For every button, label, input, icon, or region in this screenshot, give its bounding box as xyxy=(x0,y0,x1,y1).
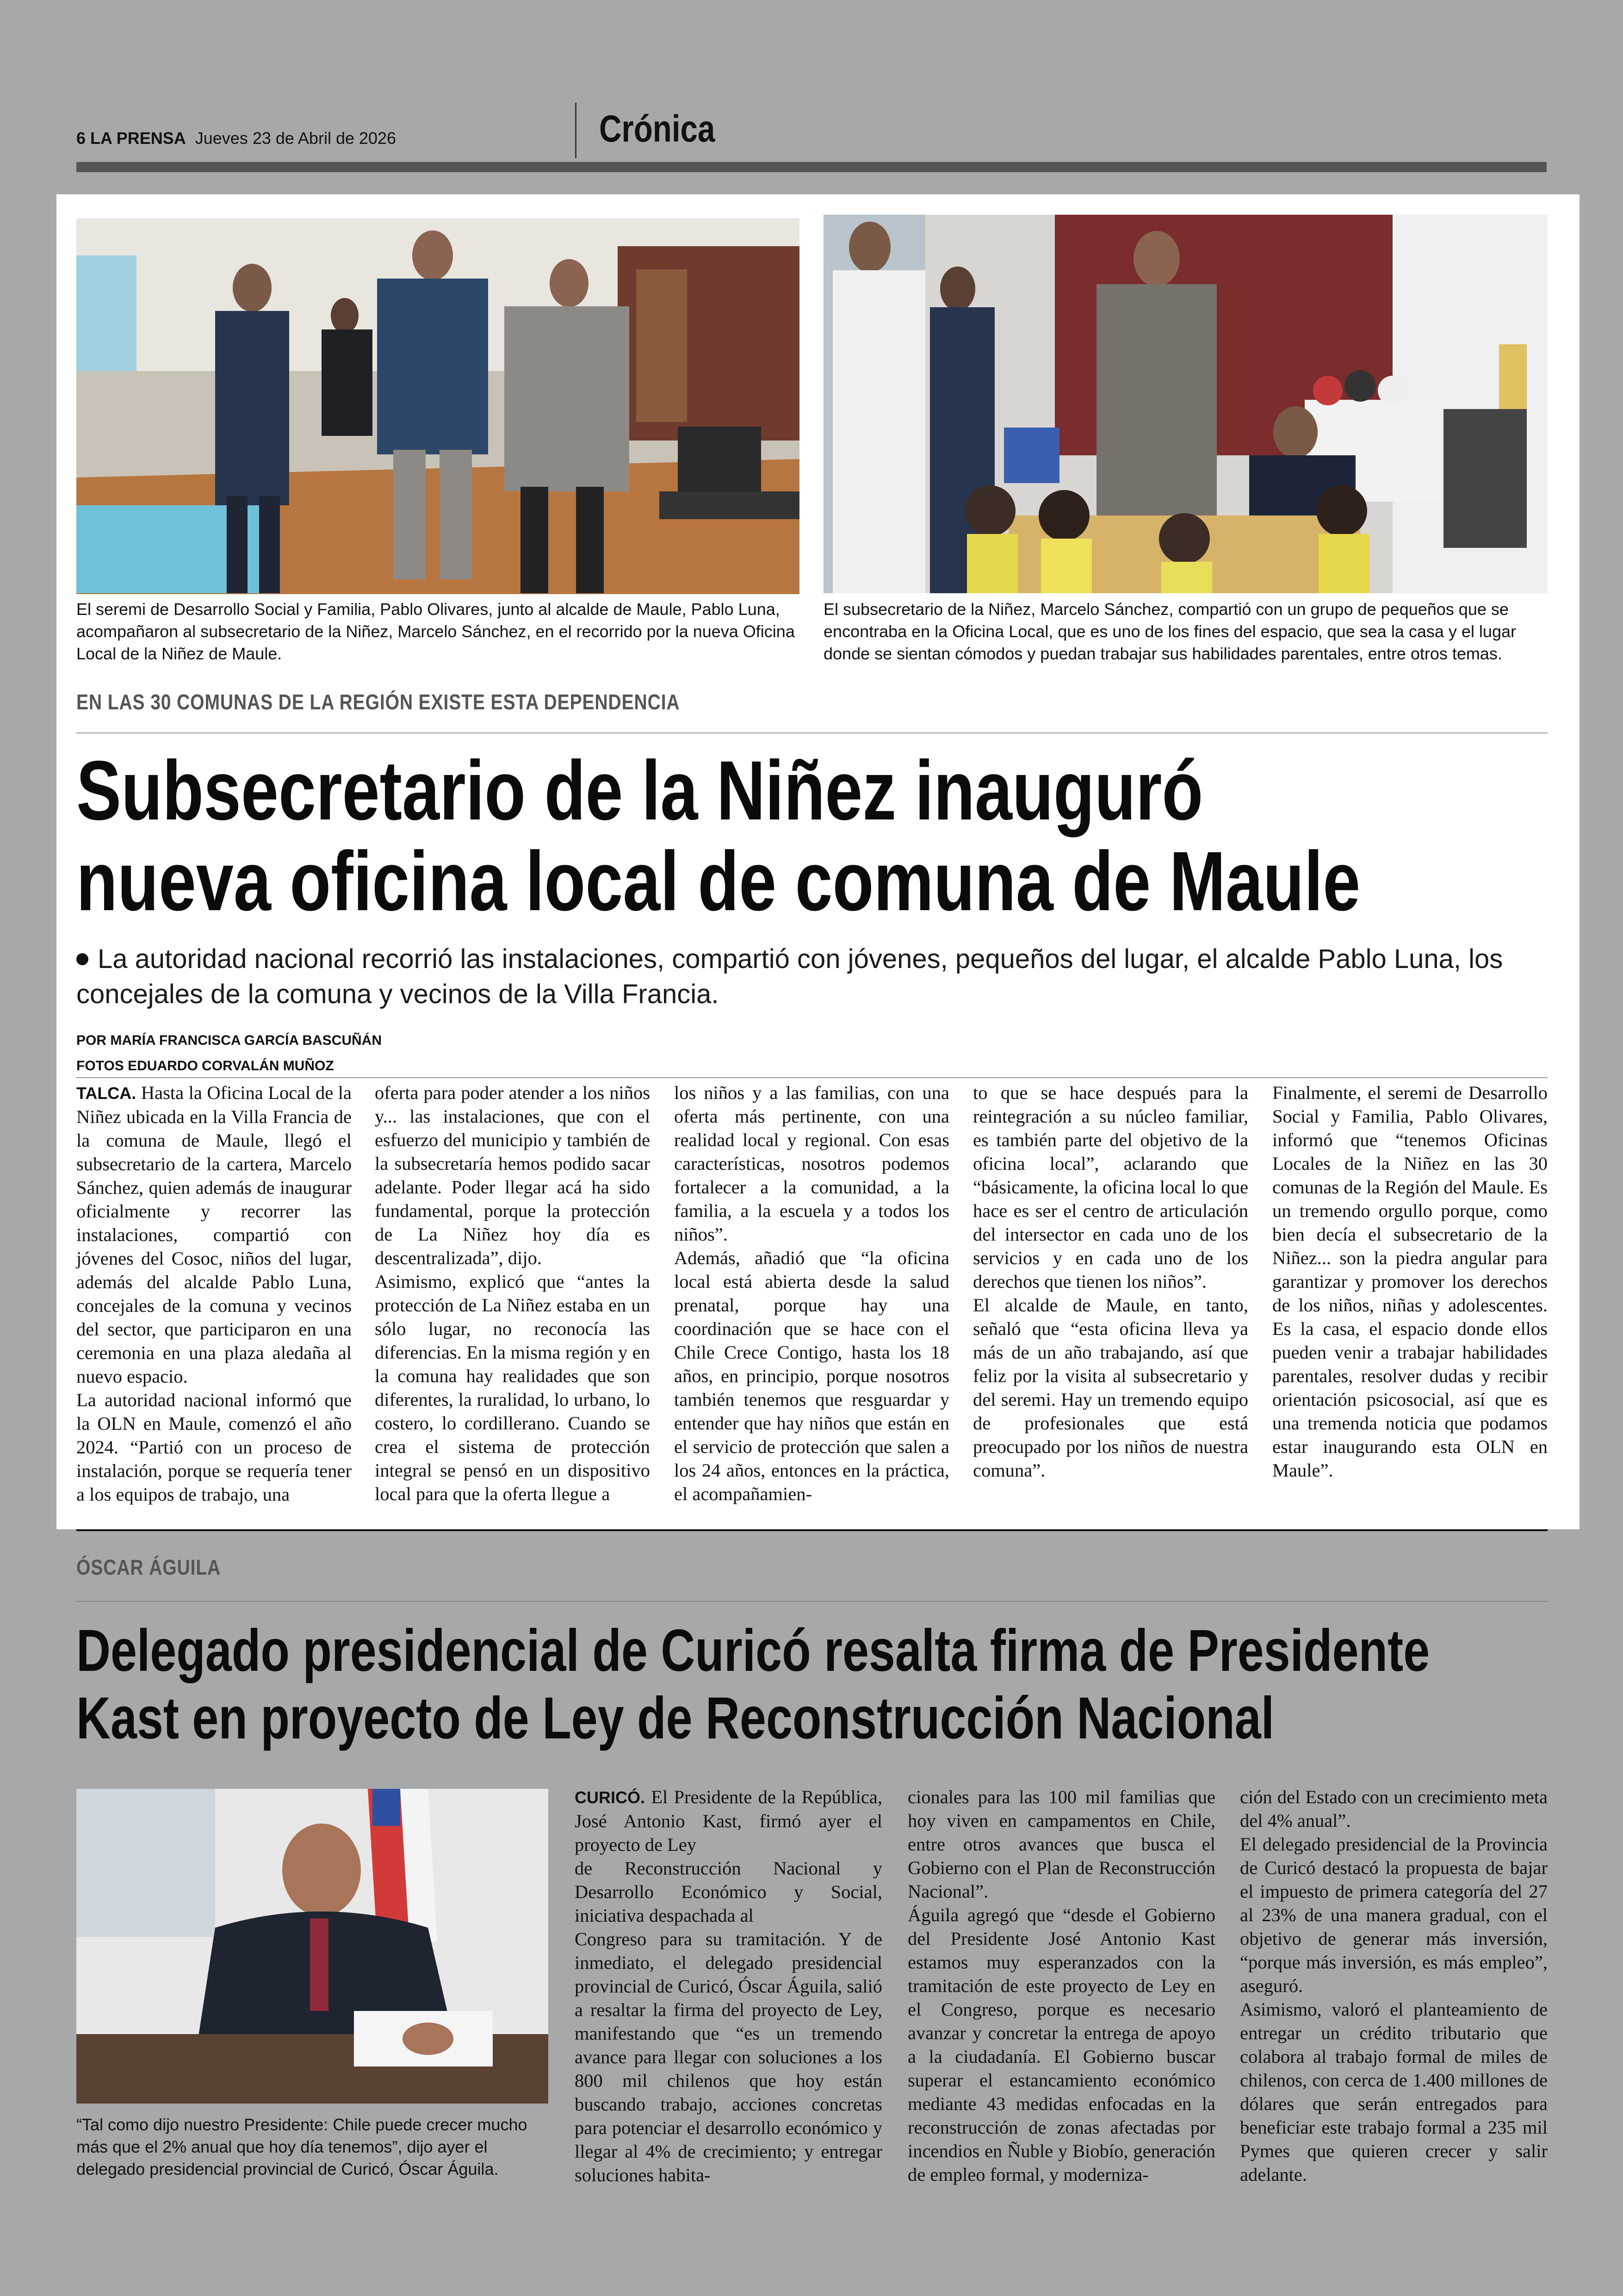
story2-photo-delegate xyxy=(76,1789,548,2104)
page-number: 6 xyxy=(76,129,86,148)
story1-column-3 xyxy=(674,1081,949,1506)
story1-column-5 xyxy=(1272,1081,1548,1482)
story2-col1-p3: Congreso para su tramitación. Y de inmediato, el delegado presidencial provincial de Curicó, Óscar Águila, salió a resaltar la firma del proyecto de Ley, manifestando que “es un tremendo avance para llegar con soluciones a los 800 mil chilenos que hoy están buscando trabajo, acciones concretas para potenciar el desarrollo económico y llegar al 4% de crecimiento; y entregar soluciones habita- xyxy=(575,1929,882,2185)
story1-headline-line2: nueva oficina local de comuna de Maule xyxy=(76,834,1361,928)
story2-headline xyxy=(76,1617,1430,1752)
story1-photo-children xyxy=(824,215,1548,593)
story1-col1-p1: Hasta la Oficina Local de la Niñez ubicada en la Villa Francia de la comuna de Maule, llegó el subsecretario de la cartera, Marcelo Sánchez, quien además de inaugurar oficialmente y recorrer las instalaciones, compartió con jóvenes del Cosoc, niños del lugar, además del alcalde Pablo Luna, concejales de la comuna y vecinos del sector, que participaron en una ceremonia en una plaza aledaña al nuevo espacio. xyxy=(76,1082,352,1387)
story1-photo1-caption: El seremi de Desarrollo Social y Familia, Pablo Olivares, junto al alcalde de Maule, Pablo Luna, acompañaron al subsecretario de la Niñez, Marcelo Sánchez, en el recorrido por la nueva Oficina Local de la Niñez de Maule. xyxy=(76,600,795,663)
story2-kicker-rule xyxy=(76,1601,1548,1602)
story1-col3-p2: Además, añadió que “la oficina local está abierta desde la salud prenatal, porque hay una coordinación que se hace con el Chile Crece Contigo, hasta los 18 años, en principio, porque nosotros también tenemos que resguardar y entender que hay niños que están en el servicio de protección que salen a los 24 años, entonces en la práctica, el acompañamien- xyxy=(674,1247,949,1504)
story1-col3-p1: los niños y a las familias, con una oferta más pertinente, con una realidad local y regional. Con esas características, nosotros podemos fortalecer a la comunidad, a la familia, a la escuela y a todos los niños”. xyxy=(674,1082,949,1245)
story2-col2-p1: cionales para las 100 mil familias que hoy viven en campamentos en Chile, entre otros avances que busca el Gobierno con el Plan de Reconstrucción Nacional”. xyxy=(908,1787,1215,1902)
story1-byline-rule xyxy=(76,1077,1548,1078)
story1-col4-p1: to que se hace después para la reintegración a su núcleo familiar, es también parte del objetivo de la oficina local”, aclarando que “básicamente, la oficina local lo que hace es ser el centro de articulación del intersector en cada uno de los servicios y en cada uno de los derechos que tienen los niños”. xyxy=(973,1082,1248,1292)
story2-headline-line1: Delegado presidencial de Curicó resalta firma de Presidente xyxy=(76,1618,1430,1684)
story1-headline-line1: Subsecretario de la Niñez inauguró xyxy=(76,743,1203,838)
newspaper-brand: LA PRENSA xyxy=(90,129,186,148)
story1-byline-photos: FOTOS EDUARDO CORVALÁN MUÑOZ xyxy=(76,1058,334,1074)
story1-column-2 xyxy=(375,1081,650,1506)
story1-dateline: TALCA. xyxy=(76,1084,136,1103)
story2-headline-line2: Kast en proyecto de Ley de Reconstrucción Nacional xyxy=(76,1685,1275,1751)
photo-officials-walking-image xyxy=(76,218,799,594)
story2-col3-p3: Asimismo, valoró el planteamiento de entregar un crédito tributario que colabora al trabajo formal de miles de chilenos, con cerca de 1.400 millones de dólares que serán entregados para beneficiar este trabajo formal a 235 mil Pymes que quieren crecer y salir adelante. xyxy=(1240,1999,1548,2185)
story1-photo-officials-walking xyxy=(76,218,799,594)
story2-col2-p2: Águila agregó que “desde el Gobierno del Presidente José Antonio Kast estamos muy esperanzados con la tramitación de este proyecto de Ley en el Congreso, porque es necesario avanzar y concretar la entrega de apoyo a la ciudadanía. El Gobierno buscar superar el estancamiento económico mediante 43 medidas enfocadas en la reconstrucción de zonas afectadas por incendios en Ñuble y Biobío, generación de empleo formal, y moderniza- xyxy=(908,1905,1215,2185)
story1-kicker: EN LAS 30 COMUNAS DE LA REGIÓN EXISTE ESTA DEPENDENCIA xyxy=(76,690,680,714)
photo-delegate-image xyxy=(76,1789,548,2104)
story1-col4-p2: El alcalde de Maule, en tanto, señaló que “esta oficina lleva ya más de un año trabajando, así que feliz por la visita al subsecretario y del seremi. Hay un tremendo equipo de profesionales que está preocupado por los niños de nuestra comuna”. xyxy=(973,1295,1248,1481)
story2-kicker: ÓSCAR ÁGUILA xyxy=(76,1555,221,1579)
story1-col2-p1: oferta para poder atender a los niños y... las instalaciones, que con el esfuerzo del municipio y también de la subsecretaría hemos podido sacar adelante. Poder llegar acá ha sido fundamental, porque la protección de La Niñez hoy día es descentralizada”, dijo. xyxy=(375,1082,650,1268)
story2-col1-p2: de Reconstrucción Nacional y Desarrollo Económico y Social, iniciativa despachada al xyxy=(575,1858,882,1926)
story1-lead xyxy=(76,942,1548,1012)
story1-column-4 xyxy=(973,1081,1248,1482)
story1-col2-p2: Asimismo, explicó que “antes la protección de La Niñez estaba en un sólo lugar, no reconocía las diferencias. En la misma región y en la comuna hay realidades que son diferentes, la ruralidad, lo urbano, lo costero, lo cordillerano. Cuando se crea el sistema de protección integral se pensó en un dispositivo local para que la oferta llegue a xyxy=(375,1271,650,1504)
bullet-icon xyxy=(76,953,88,965)
story2-col1-p1: El Presidente de la República, José Antonio Kast, firmó ayer el proyecto de Ley xyxy=(575,1787,882,1855)
story2-photo-caption: “Tal como dijo nuestro Presidente: Chile puede crecer mucho más que el 2% anual que hoy día tenemos”, dijo ayer el delegado presidencial provincial de Curicó, Óscar Águila. xyxy=(76,2115,527,2178)
story1-photo2-caption: El subsecretario de la Niñez, Marcelo Sánchez, compartió con un grupo de pequeños que se encontraba en la Oficina Local, que es uno de los fines del espacio, que sea la casa y el lugar donde se sientan cómodos y puedan trabajar sus habilidades parentales, entre otros temas. xyxy=(824,600,1516,663)
story1-column-1 xyxy=(76,1081,352,1506)
header-bar xyxy=(76,162,1547,172)
story2-column-2 xyxy=(908,1785,1215,2186)
story2-column-3 xyxy=(1240,1785,1548,2186)
page-folio xyxy=(76,129,396,148)
photo-children-image xyxy=(824,215,1548,593)
story1-kicker-rule xyxy=(76,732,1548,733)
section-title: Crónica xyxy=(599,108,715,150)
story2-dateline: CURICÓ. xyxy=(575,1788,645,1807)
issue-date: Jueves 23 de Abril de 2026 xyxy=(195,129,396,148)
story-separator xyxy=(76,1529,1548,1531)
story1-col5-p1: Finalmente, el seremi de Desarrollo Social y Familia, Pablo Olivares, informó que “tenemos Oficinas Locales de la Niñez en las 30 comunas de la Región del Maule. Es un tremendo orgullo porque, como bien decía el subsecretario de la Niñez... son la piedra angular para garantizar y promover los derechos de los niños, niñas y adolescentes. Es la casa, el espacio donde ellos pueden venir a trabajar habilidades parentales, resolver dudas y recibir orientación psicosocial, así que es una tremenda noticia que podamos estar inaugurando esta OLN en Maule”. xyxy=(1272,1082,1548,1481)
story2-column-1 xyxy=(575,1785,882,2187)
story1-lead-text: La autoridad nacional recorrió las instalaciones, compartió con jóvenes, pequeños del lugar, el alcalde Pablo Luna, los concejales de la comuna y vecinos de la Villa Francia. xyxy=(76,944,1503,1009)
story2-col3-p1: ción del Estado con un crecimiento meta del 4% anual”. xyxy=(1240,1787,1548,1831)
story1-headline xyxy=(76,745,1360,926)
story1-col1-p2: La autoridad nacional informó que la OLN en Maule, comenzó el año 2024. “Partió con un proceso de instalación, porque se requería tener a los equipos de trabajo, una xyxy=(76,1390,352,1505)
header-divider xyxy=(575,103,576,158)
story2-col3-p2: El delegado presidencial de la Provincia de Curicó destacó la propuesta de bajar el impuesto de primera categoría del 27 al 23% de una manera gradual, con el objetivo de generar más inversión, “porque más inversión, es más empleo”, aseguró. xyxy=(1240,1834,1548,1996)
story1-byline-author: POR MARÍA FRANCISCA GARCÍA BASCUÑÁN xyxy=(76,1033,382,1048)
